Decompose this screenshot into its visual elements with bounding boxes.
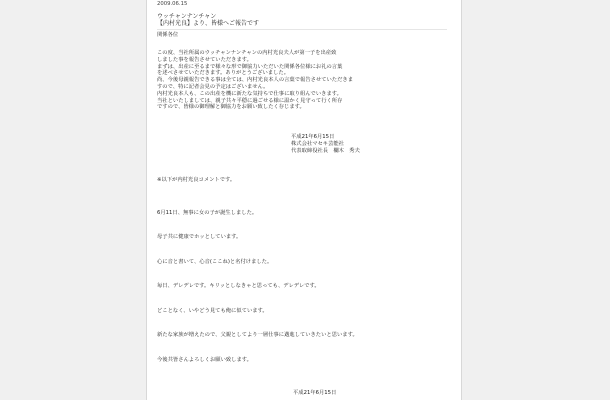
body-line: ですので、皆様の御理解と御協力をお願い致したく存じます。 [157, 104, 305, 111]
title-divider [157, 29, 447, 30]
announcement-body [157, 50, 353, 111]
comment-paragraph: どことなく、いやどう見ても俺に似ています。 [157, 308, 268, 314]
comment-paragraph: 今後共皆さんよろしくお願い致します。 [157, 357, 252, 363]
body-line: しました事を報告させていただきます。 [157, 56, 252, 63]
body-line: 当社といたしましては、親子共々平穏に過ごせる様に温かく見守って行く所存 [157, 97, 343, 104]
salutation: 関係各位 [157, 32, 179, 38]
closing-date: 平成21年6月15日 [293, 390, 337, 396]
post-title-line1: ウッチャンナンチャン [157, 13, 217, 20]
comment-paragraph: 母子共に健康でホッとしています。 [157, 234, 242, 240]
body-line: まずは、出産に至るまで様々な形で御協力いただいた関係各位様にお礼の言葉 [157, 63, 343, 70]
blog-post-page [146, 0, 462, 400]
body-line: 尚、今後母親報告できる事は全ては、内村光良本人の言葉で報告させていただきま [157, 77, 353, 84]
body-line: 内村光良本人も、この出産を機に新たな気持ちで仕事に取り組んでいきます。 [157, 90, 342, 97]
signature-representative: 代表取締役社長 欄木 秀夫 [291, 148, 360, 154]
post-date: 2009.06.15 [157, 1, 188, 7]
body-line: を述べさせていただきます。ありがとうございました。 [157, 70, 289, 77]
comment-paragraph: 新たな家族が増えたので、父親としてより一層仕事に邁進していきたいと思います。 [157, 332, 358, 338]
post-title-line2: 【内村光良】より、皆様へご報告です [157, 20, 260, 27]
comment-note: ※以下が内村光良コメントです。 [157, 177, 236, 183]
signature-company: 株式会社マセキ芸能社 [291, 141, 344, 147]
comment-paragraph: 心に音と書いて、心音(ここね)と名付けました。 [157, 259, 273, 265]
comment-paragraph: 6月11日、無事に女の子が誕生しました。 [157, 210, 258, 216]
body-line: すので、特に記者会見の予定はございません。 [157, 83, 269, 90]
signature-date: 平成21年6月15日 [291, 134, 335, 140]
comment-paragraph: 毎日、デレデレです。キリッとしなきゃと思っても、デレデレです。 [157, 283, 320, 289]
body-line: この度、当社所属のウッチャンナンチャンの内村光良夫人が第一子を出産致 [157, 50, 337, 56]
signature-block [291, 134, 360, 155]
